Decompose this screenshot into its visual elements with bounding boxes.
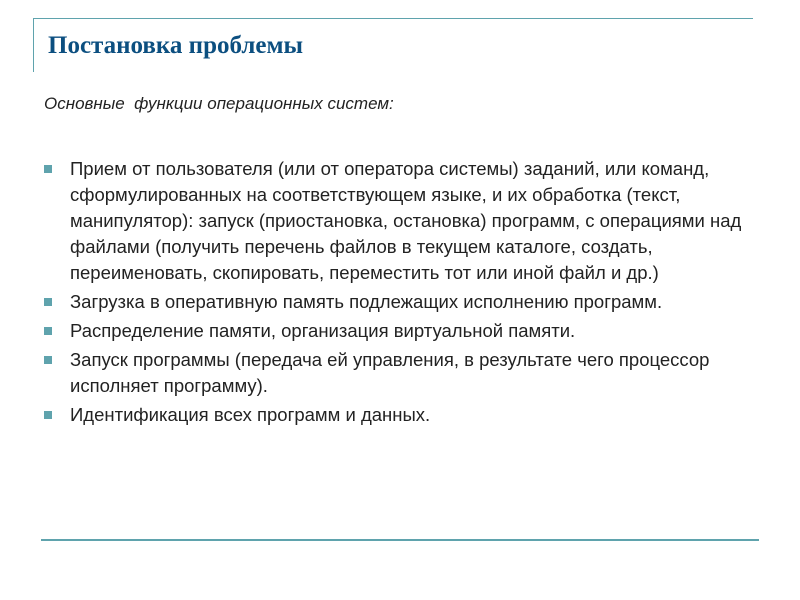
bullet-text: Запуск программы (передача ей управления, в результате чего процессор исполняет программу). (70, 349, 710, 396)
bullet-item (44, 156, 764, 286)
slide-title: Постановка проблемы (48, 32, 304, 59)
bullet-item (44, 318, 764, 344)
left-divider (33, 18, 34, 72)
square-bullet-icon (44, 165, 52, 173)
bullet-list (44, 156, 764, 431)
square-bullet-icon (44, 298, 52, 306)
square-bullet-icon (44, 327, 52, 335)
slide-subtitle: Основные функции операционных систем: (44, 94, 394, 113)
bullet-text: Распределение памяти, организация виртуальной памяти. (70, 320, 576, 341)
bullet-item (44, 347, 764, 399)
bullet-item (44, 402, 764, 428)
top-divider (33, 18, 753, 19)
bullet-item (44, 289, 764, 315)
square-bullet-icon (44, 411, 52, 419)
bullet-text: Идентификация всех программ и данных. (70, 404, 431, 425)
bottom-divider (41, 539, 759, 541)
square-bullet-icon (44, 356, 52, 364)
bullet-text: Прием от пользователя (или от оператора системы) заданий, или команд, сформулированных на соответствующем языке, и их обработка (текст, манипулятор): запуск (приостановка, остановка) программ, с операциями над файлами (получить перечень файлов в текущем каталоге, создать, переименовать, скопировать, переместить тот или иной файл и др.) (70, 158, 742, 283)
bullet-text: Загрузка в оперативную память подлежащих исполнению программ. (70, 291, 663, 312)
